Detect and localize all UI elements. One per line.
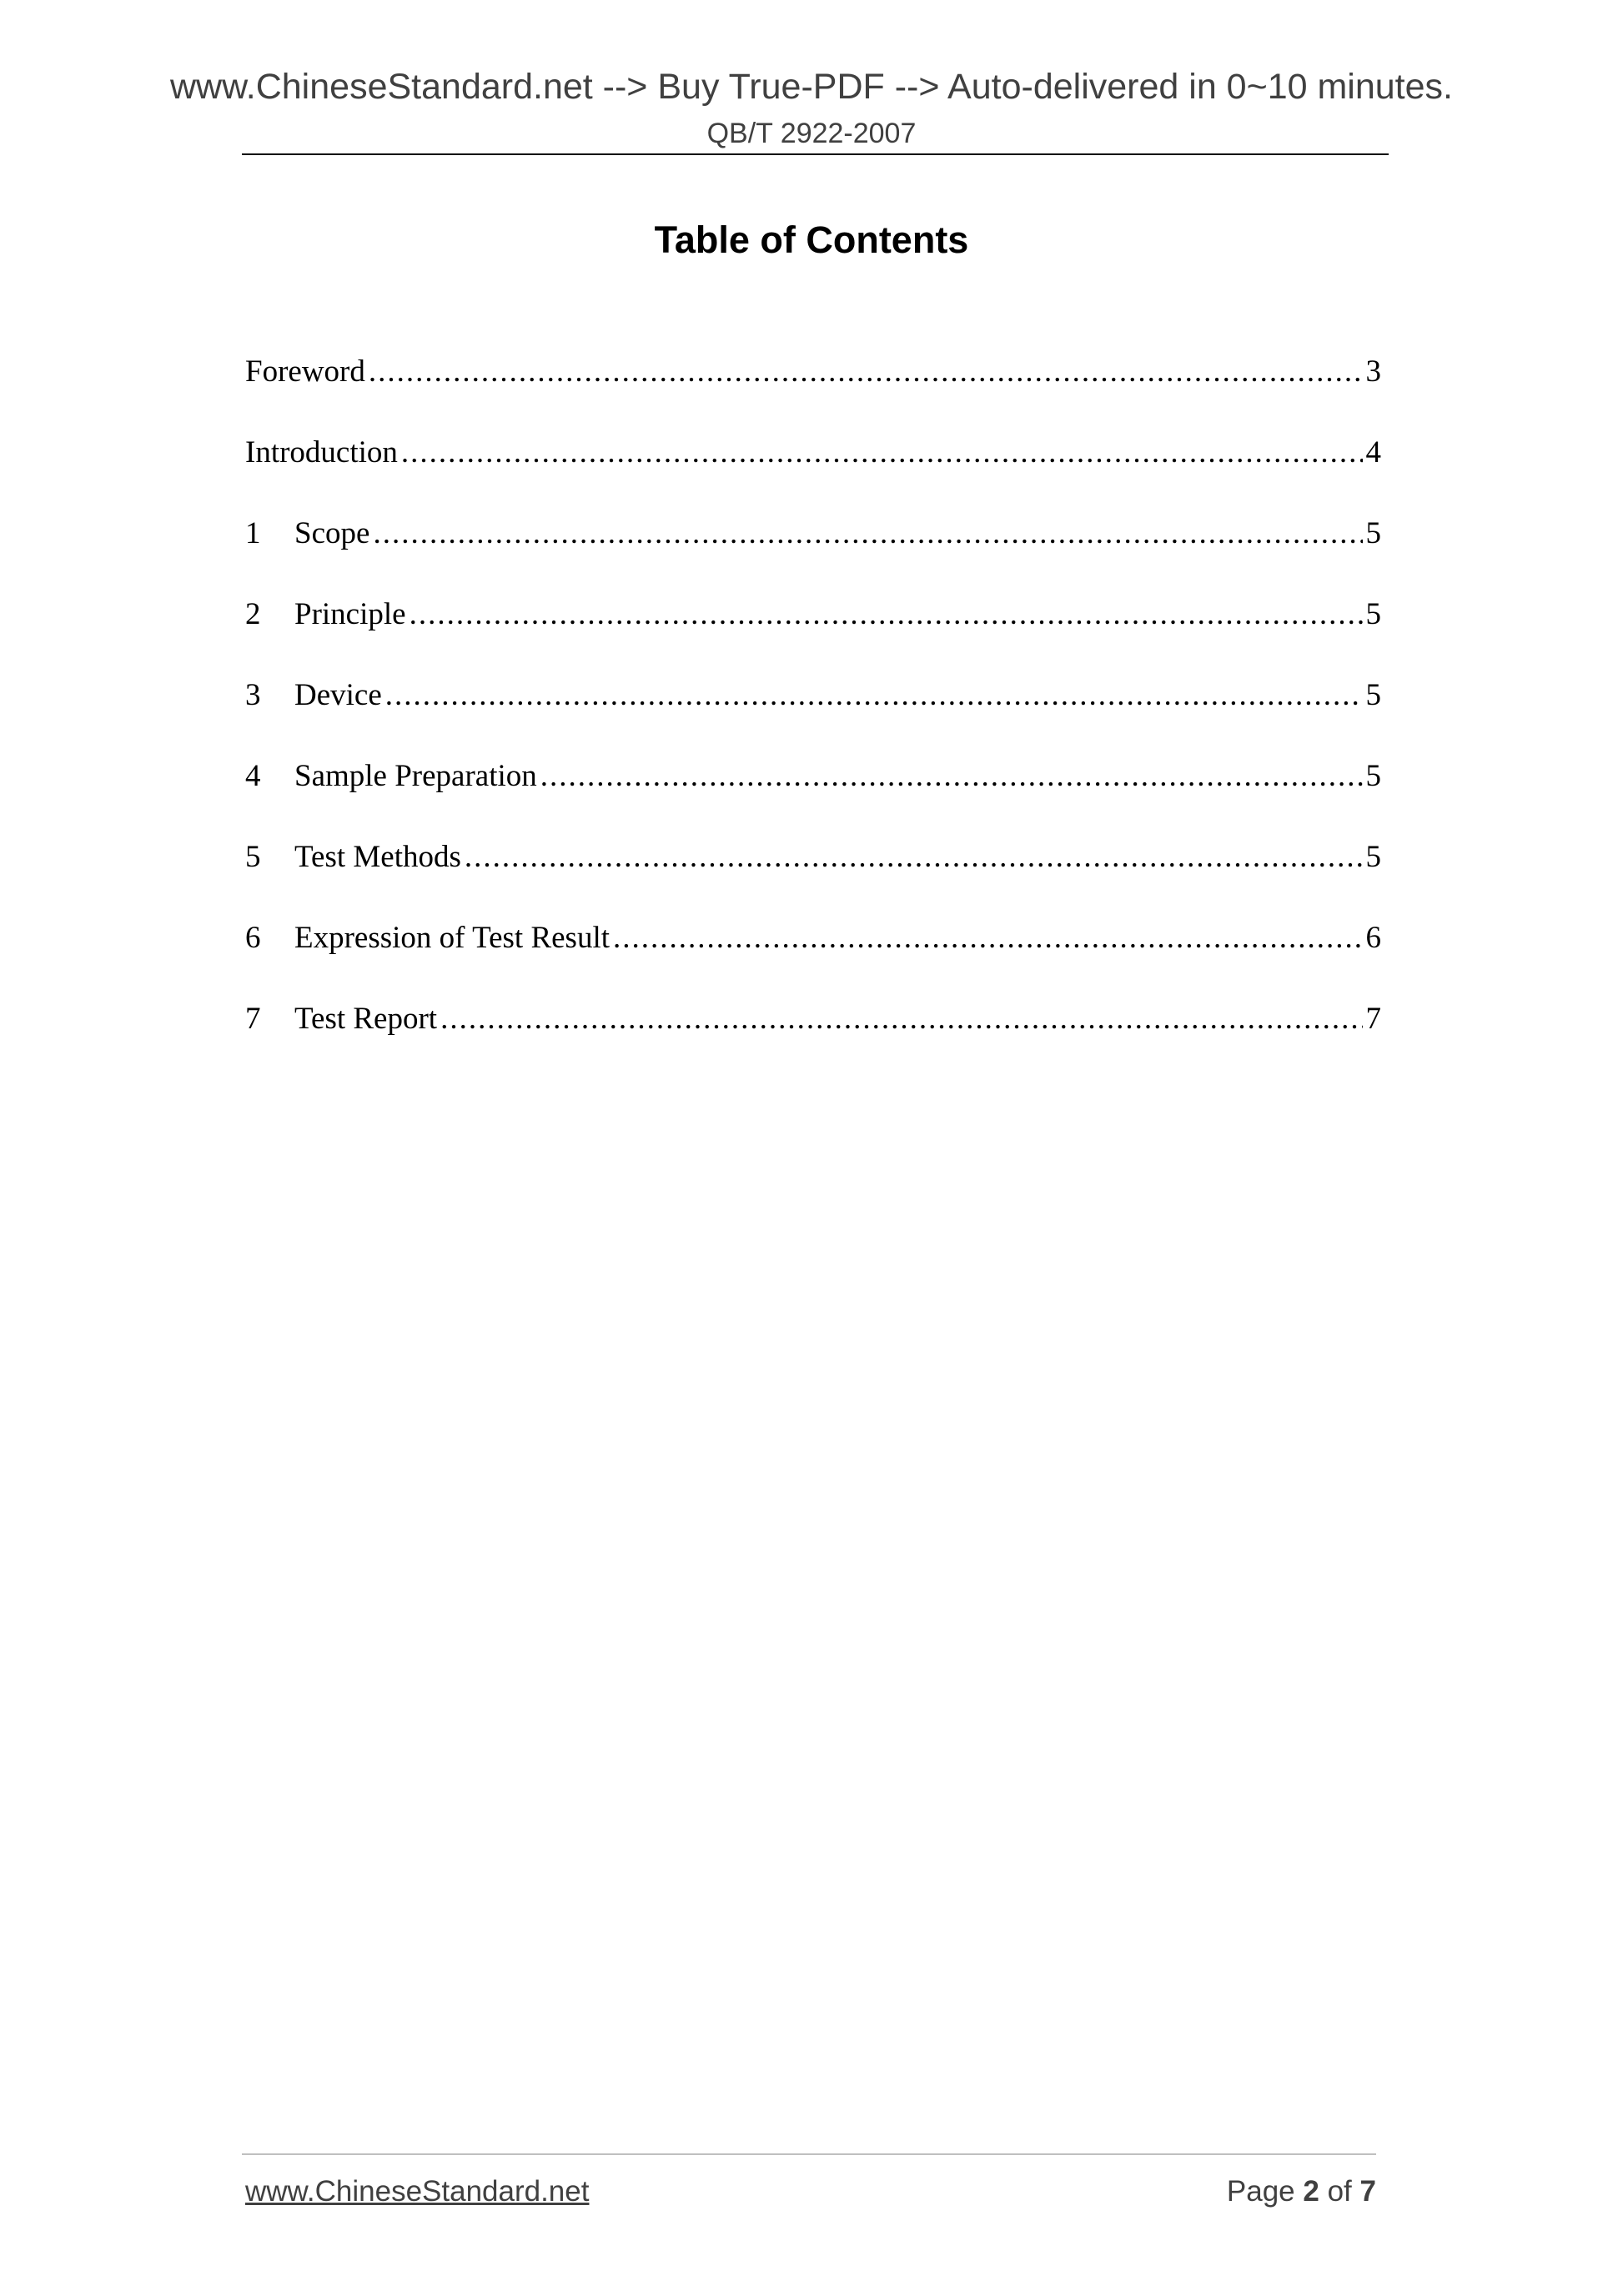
toc-entry-page: 5 (1365, 516, 1381, 550)
toc-entry-page: 5 (1365, 678, 1381, 712)
header-divider (242, 153, 1389, 155)
toc-entry-test-methods[interactable] (245, 836, 1381, 917)
toc-entry-number: 5 (245, 840, 261, 874)
toc-entry-page: 6 (1365, 921, 1381, 955)
toc-entry-label: Test Methods (294, 840, 461, 874)
toc-entry-introduction[interactable] (245, 431, 1381, 512)
toc-entry-label: Test Report (294, 1002, 438, 1036)
toc-dot-leader (540, 755, 1363, 798)
toc-dot-leader (440, 997, 1362, 1041)
header-banner: www.ChineseStandard.net --> Buy True-PDF --> Auto-delivered in 0~10 minutes. (169, 67, 1453, 107)
toc-entry-label: Device (294, 678, 382, 712)
current-page-number: 2 (1303, 2175, 1319, 2208)
toc-entry-foreword[interactable] (245, 350, 1381, 431)
total-pages-number: 7 (1359, 2175, 1376, 2208)
toc-entry-page: 3 (1365, 354, 1381, 389)
standard-code: QB/T 2922-2007 (706, 118, 917, 149)
toc-entry-label: Sample Preparation (294, 759, 537, 793)
toc-entry-device[interactable] (245, 674, 1381, 755)
page-prefix: Page (1226, 2175, 1295, 2208)
footer-site-link[interactable]: www.ChineseStandard.net (245, 2175, 590, 2208)
toc-entry-sample-preparation[interactable] (245, 755, 1381, 836)
toc-dot-leader (373, 512, 1362, 555)
toc-entry-test-report[interactable] (245, 997, 1381, 1078)
toc-entry-number: 6 (245, 921, 261, 955)
toc-entry-page: 5 (1365, 840, 1381, 874)
toc-entry-scope[interactable] (245, 512, 1381, 593)
toc-entry-number: 2 (245, 597, 261, 631)
page-of-label: of (1327, 2175, 1352, 2208)
toc-entry-principle[interactable] (245, 593, 1381, 674)
toc-entry-number: 3 (245, 678, 261, 712)
toc-entry-label: Foreword (245, 354, 365, 389)
toc-entry-label: Introduction (245, 435, 398, 470)
toc-entry-expression-of-test-result[interactable] (245, 917, 1381, 997)
table-of-contents (245, 350, 1381, 1078)
toc-dot-leader (401, 431, 1363, 475)
toc-dot-leader (369, 350, 1363, 394)
toc-entry-page: 5 (1365, 759, 1381, 793)
toc-entry-number: 1 (245, 516, 261, 550)
footer-divider (242, 2153, 1376, 2155)
page-title: Table of Contents (654, 219, 969, 261)
toc-entry-number: 4 (245, 759, 261, 793)
toc-entry-label: Scope (294, 516, 370, 550)
toc-dot-leader (613, 917, 1362, 960)
toc-entry-label: Expression of Test Result (294, 921, 611, 955)
toc-dot-leader (385, 674, 1363, 717)
toc-dot-leader (410, 593, 1363, 636)
toc-entry-page: 4 (1365, 435, 1381, 470)
toc-entry-number: 7 (245, 1002, 261, 1036)
toc-entry-label: Principle (294, 597, 406, 631)
page-indicator (1227, 2173, 1376, 2211)
toc-dot-leader (465, 836, 1363, 879)
toc-entry-page: 5 (1365, 597, 1381, 631)
toc-entry-page: 7 (1365, 1002, 1381, 1036)
